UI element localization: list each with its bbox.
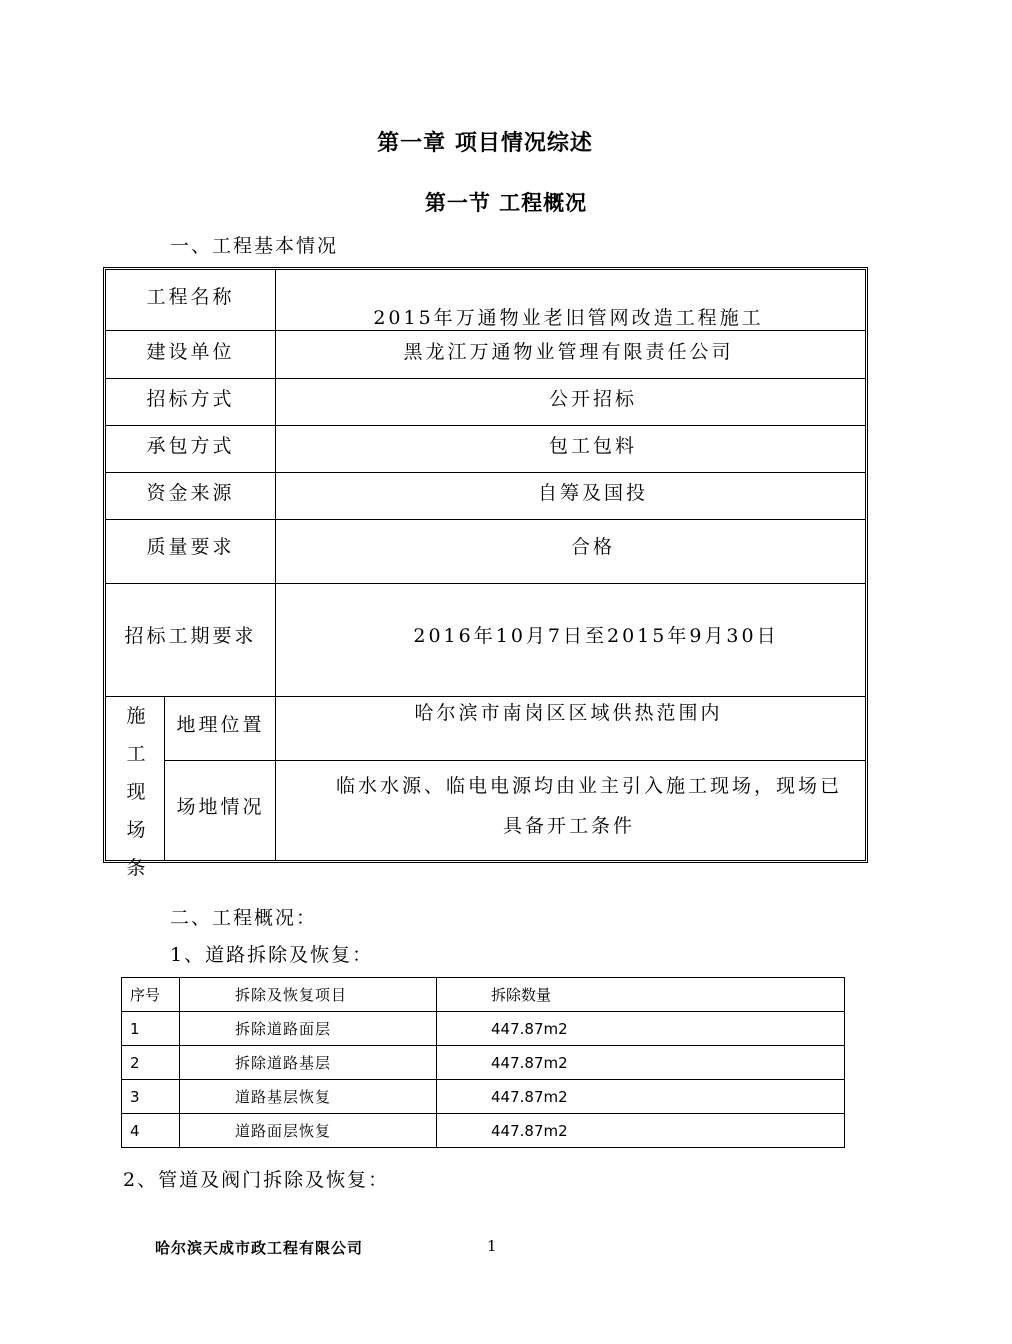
table-header-row	[122, 978, 845, 1012]
row-quantity: 447.87m2	[437, 1080, 845, 1114]
row-item: 道路基层恢复	[180, 1080, 437, 1114]
table-row	[122, 1114, 845, 1148]
row-index: 2	[122, 1046, 180, 1080]
value-quality: 合格	[570, 535, 615, 558]
heading-road-demolition: 1、道路拆除及恢复：	[170, 944, 374, 966]
label-schedule: 招标工期要求	[124, 624, 257, 647]
value-project-name: 2015年万通物业老旧管网改造工程施工	[373, 306, 764, 329]
header-item: 拆除及恢复项目	[180, 978, 437, 1012]
label-builder: 建设单位	[146, 340, 235, 363]
label-location: 地理位置	[176, 713, 265, 736]
row-quantity: 447.87m2	[437, 1046, 845, 1080]
row-item: 拆除道路基层	[180, 1046, 437, 1080]
label-project-name: 工程名称	[146, 285, 235, 308]
label-contract-method: 承包方式	[146, 434, 235, 457]
value-location: 哈尔滨市南岗区区域供热范围内	[414, 701, 723, 724]
label-quality: 质量要求	[146, 535, 235, 558]
row-index: 3	[122, 1080, 180, 1114]
road-demolition-table	[121, 977, 845, 1148]
heading-overview: 二、工程概况：	[170, 907, 318, 929]
value-contract-method: 包工包料	[548, 434, 637, 457]
table-row	[122, 1046, 845, 1080]
page-number: 1	[487, 1237, 497, 1255]
row-index: 4	[122, 1114, 180, 1148]
row-quantity: 447.87m2	[437, 1114, 845, 1148]
value-builder: 黑龙江万通物业管理有限责任公司	[403, 340, 734, 363]
header-index: 序号	[122, 978, 180, 1012]
value-schedule: 2016年10月7日至2015年9月30日	[413, 624, 779, 647]
row-item: 道路面层恢复	[180, 1114, 437, 1148]
heading-pipe-valve: 2、管道及阀门拆除及恢复：	[123, 1169, 390, 1191]
label-funding-source: 资金来源	[146, 481, 235, 504]
section-title: 第一节 工程概况	[424, 190, 588, 215]
row-item: 拆除道路面层	[180, 1012, 437, 1046]
value-funding-source: 自筹及国投	[537, 481, 648, 504]
table-row	[122, 1080, 845, 1114]
value-site-condition-line1: 临水水源、临电电源均由业主引入施工现场，现场已	[336, 775, 843, 797]
row-index: 1	[122, 1012, 180, 1046]
chapter-title: 第一章 项目情况综述	[377, 130, 593, 156]
table-row	[122, 1012, 845, 1046]
label-bidding-method: 招标方式	[146, 387, 235, 410]
site-conditions-group-label: 施 工 现 场 条	[126, 705, 146, 879]
footer-company: 哈尔滨天成市政工程有限公司	[155, 1239, 364, 1257]
heading-basic-info: 一、工程基本情况	[170, 235, 339, 257]
label-site-condition: 场地情况	[176, 795, 265, 818]
header-quantity: 拆除数量	[437, 978, 845, 1012]
row-quantity: 447.87m2	[437, 1012, 845, 1046]
value-site-condition-line2: 具备开工条件	[503, 815, 636, 837]
value-bidding-method: 公开招标	[548, 387, 637, 410]
